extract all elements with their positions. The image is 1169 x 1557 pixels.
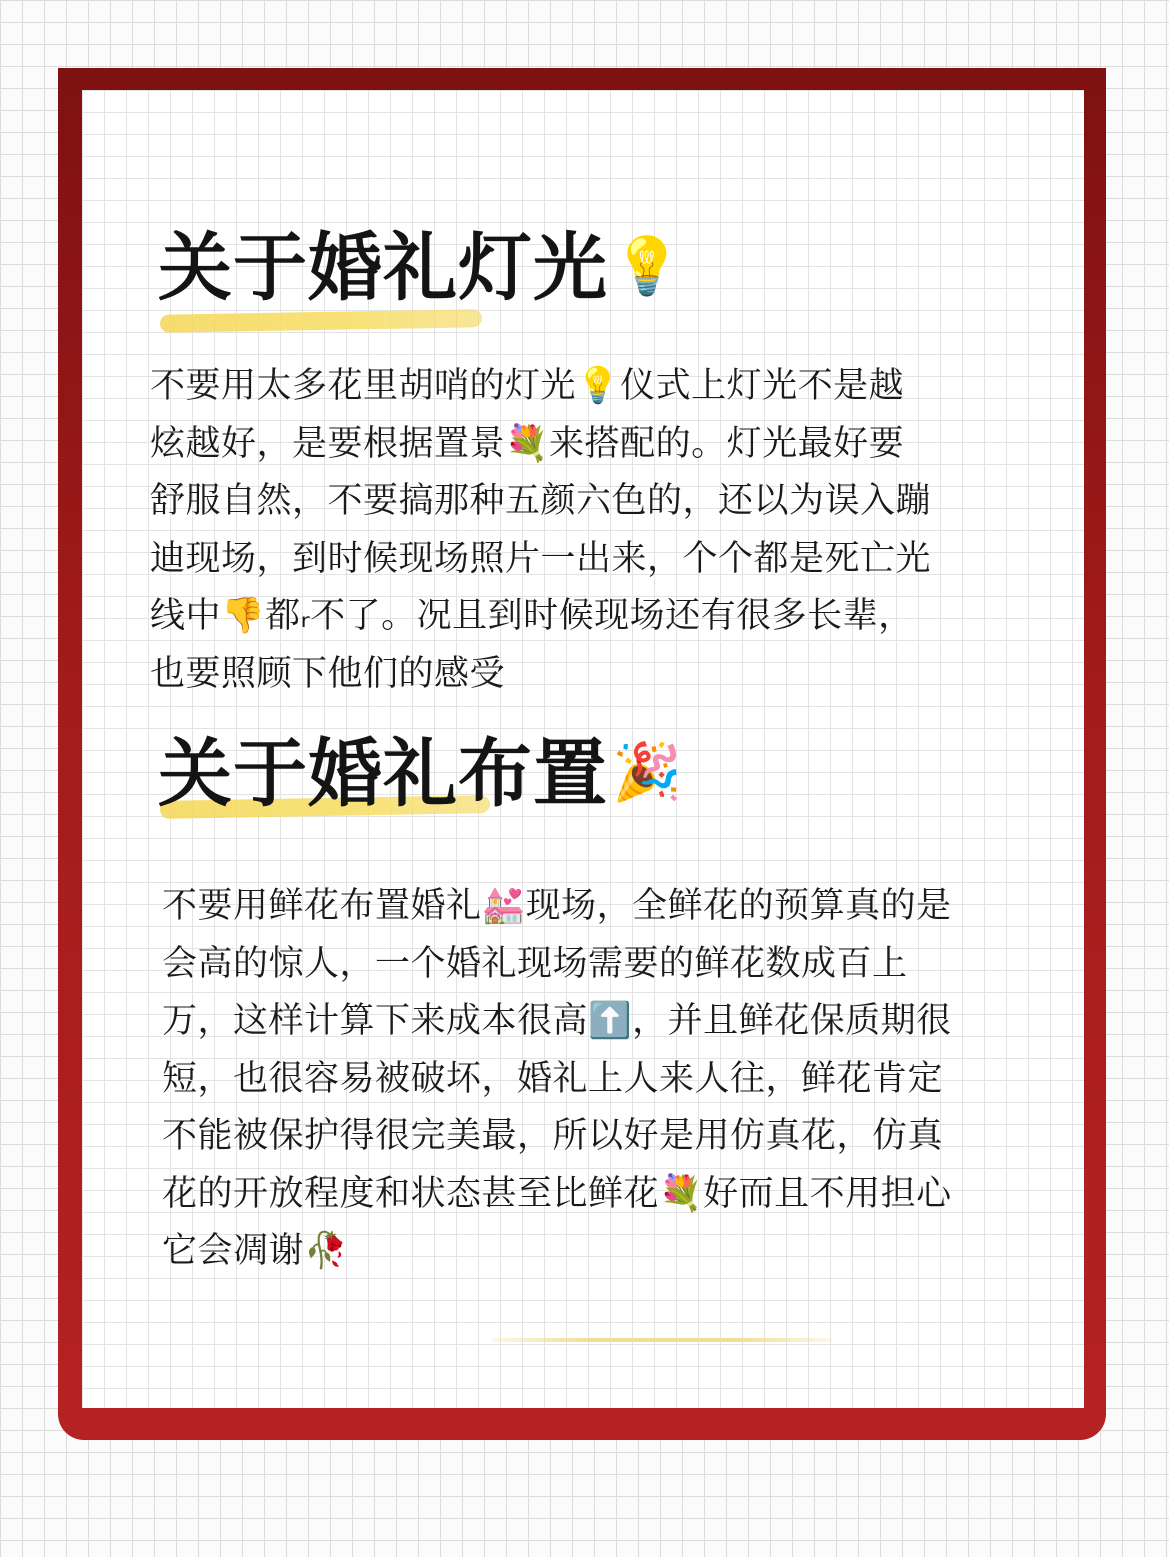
- paragraph-line: 不要用鲜花布置婚礼💒现场，全鲜花的预算真的是: [162, 886, 952, 926]
- light-bulb-icon: 💡: [612, 234, 683, 299]
- section-title-lighting-text: 关于婚礼灯光: [158, 225, 608, 311]
- paragraph-line: 舒服自然，不要搞那种五颜六色的，还以为误入蹦: [150, 481, 932, 521]
- paragraph-line: 花的开放程度和状态甚至比鲜花💐好而且不用担心: [162, 1173, 952, 1214]
- paragraph-line: 线中👎都ᵣ不了。况且到时候现场还有很多长辈，: [150, 596, 914, 636]
- paragraph-line: 不要用太多花里胡哨的灯光💡仪式上灯光不是越: [150, 366, 905, 406]
- bottom-divider: [492, 1338, 832, 1342]
- paragraph-line: 会高的惊人，一个婚礼现场需要的鲜花数成百上: [162, 943, 908, 984]
- section-title-decoration-text: 关于婚礼布置: [158, 731, 608, 817]
- party-popper-icon: 🎉: [612, 740, 683, 805]
- section-title-lighting: [158, 222, 683, 313]
- paragraph-line: 迪现场，到时候现场照片一出来，个个都是死亡光: [150, 538, 932, 579]
- paragraph-line: 它会凋谢🥀: [162, 1231, 349, 1271]
- section-body-lighting: [150, 358, 931, 703]
- paragraph-line: 万，这样计算下来成本很高⬆️，并且鲜花保质期很: [162, 1001, 952, 1041]
- paragraph-line: 也要照顾下他们的感受: [150, 653, 506, 694]
- section-body-decoration: [162, 878, 952, 1281]
- paragraph-line: 不能被保护得很完美最，所以好是用仿真花，仿真: [162, 1116, 944, 1156]
- paragraph-line: 短，也很容易被破坏，婚礼上人来人往，鲜花肯定: [162, 1058, 944, 1099]
- section-title-decoration: [158, 728, 683, 819]
- paragraph-line: 炫越好，是要根据置景💐来搭配的。灯光最好要: [150, 423, 905, 464]
